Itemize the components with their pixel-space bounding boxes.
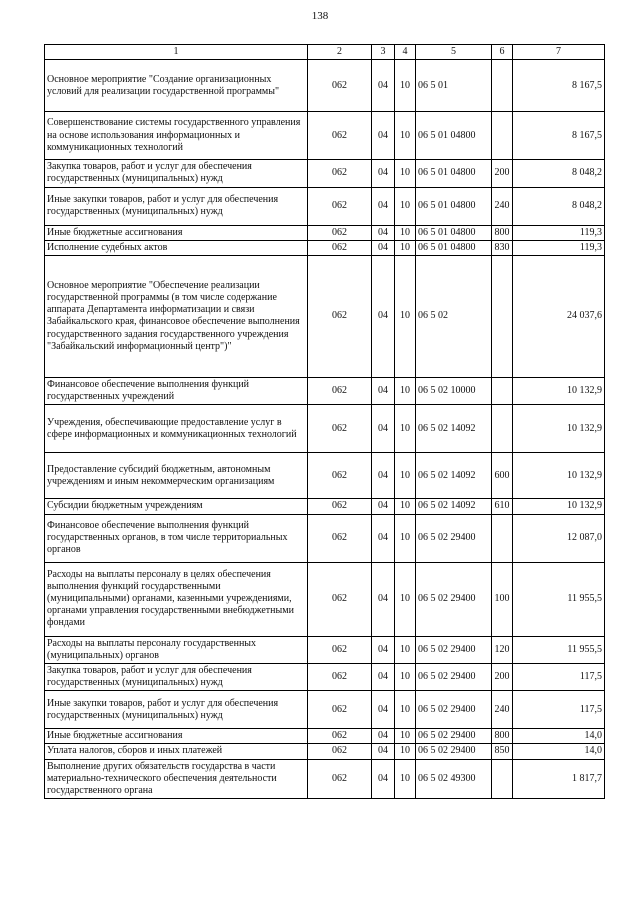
row-target-article: 06 5 02 xyxy=(416,255,492,377)
row-section-code: 04 xyxy=(372,112,395,160)
row-grbs-code: 062 xyxy=(308,405,372,453)
row-amount: 117,5 xyxy=(513,691,605,729)
row-name: Финансовое обеспечение выполнения функций государственных органов, в том числе территориальных органов xyxy=(45,514,308,562)
row-amount: 11 955,5 xyxy=(513,636,605,663)
row-grbs-code: 062 xyxy=(308,453,372,499)
row-section-code: 04 xyxy=(372,405,395,453)
row-grbs-code: 062 xyxy=(308,225,372,240)
row-target-article: 06 5 02 49300 xyxy=(416,759,492,799)
row-amount: 12 087,0 xyxy=(513,514,605,562)
table-row xyxy=(45,112,605,160)
row-section-code: 04 xyxy=(372,377,395,404)
row-grbs-code: 062 xyxy=(308,691,372,729)
row-grbs-code: 062 xyxy=(308,112,372,160)
row-grbs-code: 062 xyxy=(308,744,372,759)
row-subsection-code: 10 xyxy=(395,240,416,255)
table-row xyxy=(45,377,605,404)
row-expense-type xyxy=(492,255,513,377)
row-expense-type: 240 xyxy=(492,691,513,729)
row-name: Иные закупки товаров, работ и услуг для обеспечения государственных (муниципальных) нужд xyxy=(45,691,308,729)
row-amount: 10 132,9 xyxy=(513,377,605,404)
row-section-code: 04 xyxy=(372,691,395,729)
row-grbs-code: 062 xyxy=(308,499,372,514)
row-amount: 117,5 xyxy=(513,663,605,690)
row-grbs-code: 062 xyxy=(308,255,372,377)
row-target-article: 06 5 01 04800 xyxy=(416,225,492,240)
row-amount: 8 048,2 xyxy=(513,160,605,187)
row-expense-type: 850 xyxy=(492,744,513,759)
row-expense-type: 800 xyxy=(492,225,513,240)
row-subsection-code: 10 xyxy=(395,729,416,744)
row-grbs-code: 062 xyxy=(308,377,372,404)
row-expense-type xyxy=(492,112,513,160)
row-name: Основное мероприятие "Обеспечение реализации государственной программы (в том числе содержание аппарата Департамента информатизации и связи Забайкальского края, финансовое обеспечение выполнения государственного задания государственного учреждения "Забайкальский информационный центр")" xyxy=(45,255,308,377)
row-target-article: 06 5 02 14092 xyxy=(416,405,492,453)
column-header-target-article: 5 xyxy=(416,45,492,60)
row-target-article: 06 5 01 xyxy=(416,60,492,112)
row-grbs-code: 062 xyxy=(308,187,372,225)
row-target-article: 06 5 01 04800 xyxy=(416,112,492,160)
row-grbs-code: 062 xyxy=(308,636,372,663)
row-grbs-code: 062 xyxy=(308,663,372,690)
table-row xyxy=(45,691,605,729)
row-section-code: 04 xyxy=(372,759,395,799)
row-target-article: 06 5 02 29400 xyxy=(416,562,492,636)
row-subsection-code: 10 xyxy=(395,514,416,562)
row-name: Предоставление субсидий бюджетным, автономным учреждениям и иным некоммерческим организациям xyxy=(45,453,308,499)
row-expense-type xyxy=(492,514,513,562)
table-row xyxy=(45,225,605,240)
row-target-article: 06 5 02 29400 xyxy=(416,663,492,690)
table-row xyxy=(45,744,605,759)
row-subsection-code: 10 xyxy=(395,759,416,799)
table-row xyxy=(45,160,605,187)
row-subsection-code: 10 xyxy=(395,744,416,759)
row-name: Субсидии бюджетным учреждениям xyxy=(45,499,308,514)
row-amount: 14,0 xyxy=(513,744,605,759)
row-target-article: 06 5 02 14092 xyxy=(416,453,492,499)
row-grbs-code: 062 xyxy=(308,514,372,562)
row-target-article: 06 5 02 14092 xyxy=(416,499,492,514)
row-expense-type xyxy=(492,377,513,404)
row-expense-type xyxy=(492,60,513,112)
table-row xyxy=(45,499,605,514)
table-row xyxy=(45,663,605,690)
row-grbs-code: 062 xyxy=(308,60,372,112)
table-row xyxy=(45,514,605,562)
row-amount: 119,3 xyxy=(513,225,605,240)
row-subsection-code: 10 xyxy=(395,691,416,729)
row-amount: 14,0 xyxy=(513,729,605,744)
row-subsection-code: 10 xyxy=(395,255,416,377)
row-grbs-code: 062 xyxy=(308,562,372,636)
row-name: Совершенствование системы государственного управления на основе использования информационных и коммуникационных технологий xyxy=(45,112,308,160)
column-header-grbs: 2 xyxy=(308,45,372,60)
budget-table xyxy=(44,44,605,799)
row-section-code: 04 xyxy=(372,60,395,112)
column-header-subsection: 4 xyxy=(395,45,416,60)
column-header-name: 1 xyxy=(45,45,308,60)
row-target-article: 06 5 02 29400 xyxy=(416,729,492,744)
row-section-code: 04 xyxy=(372,729,395,744)
row-subsection-code: 10 xyxy=(395,562,416,636)
row-subsection-code: 10 xyxy=(395,60,416,112)
row-name: Расходы на выплаты персоналу в целях обеспечения выполнения функций государственными (муниципальными) органами, казенными учреждениями, органами управления государственными внебюджетными фондами xyxy=(45,562,308,636)
row-amount: 10 132,9 xyxy=(513,499,605,514)
row-name: Исполнение судебных актов xyxy=(45,240,308,255)
row-section-code: 04 xyxy=(372,240,395,255)
row-subsection-code: 10 xyxy=(395,377,416,404)
row-name: Закупка товаров, работ и услуг для обеспечения государственных (муниципальных) нужд xyxy=(45,663,308,690)
row-expense-type: 200 xyxy=(492,663,513,690)
row-subsection-code: 10 xyxy=(395,453,416,499)
row-subsection-code: 10 xyxy=(395,112,416,160)
column-header-expense-type: 6 xyxy=(492,45,513,60)
row-section-code: 04 xyxy=(372,514,395,562)
row-subsection-code: 10 xyxy=(395,663,416,690)
row-target-article: 06 5 02 29400 xyxy=(416,691,492,729)
row-amount: 8 048,2 xyxy=(513,187,605,225)
row-amount: 10 132,9 xyxy=(513,405,605,453)
row-target-article: 06 5 01 04800 xyxy=(416,240,492,255)
row-expense-type: 200 xyxy=(492,160,513,187)
row-expense-type: 600 xyxy=(492,453,513,499)
table-header-row xyxy=(45,45,605,60)
row-expense-type: 100 xyxy=(492,562,513,636)
row-section-code: 04 xyxy=(372,744,395,759)
table-row xyxy=(45,759,605,799)
row-section-code: 04 xyxy=(372,636,395,663)
row-subsection-code: 10 xyxy=(395,405,416,453)
row-amount: 24 037,6 xyxy=(513,255,605,377)
column-header-section: 3 xyxy=(372,45,395,60)
row-expense-type xyxy=(492,405,513,453)
table-row xyxy=(45,240,605,255)
row-section-code: 04 xyxy=(372,562,395,636)
page-number: 138 xyxy=(311,10,329,22)
row-section-code: 04 xyxy=(372,160,395,187)
row-subsection-code: 10 xyxy=(395,160,416,187)
table-row xyxy=(45,636,605,663)
row-target-article: 06 5 01 04800 xyxy=(416,160,492,187)
row-section-code: 04 xyxy=(372,225,395,240)
row-name: Выполнение других обязательств государства в части материально-технического обеспечения деятельности государственного органа xyxy=(45,759,308,799)
row-expense-type: 610 xyxy=(492,499,513,514)
row-expense-type xyxy=(492,759,513,799)
row-target-article: 06 5 02 10000 xyxy=(416,377,492,404)
row-grbs-code: 062 xyxy=(308,729,372,744)
row-name: Расходы на выплаты персоналу государственных (муниципальных) органов xyxy=(45,636,308,663)
row-grbs-code: 062 xyxy=(308,759,372,799)
row-expense-type: 120 xyxy=(492,636,513,663)
column-header-amount: 7 xyxy=(513,45,605,60)
row-grbs-code: 062 xyxy=(308,160,372,187)
row-section-code: 04 xyxy=(372,255,395,377)
table-row xyxy=(45,187,605,225)
row-section-code: 04 xyxy=(372,663,395,690)
row-expense-type: 830 xyxy=(492,240,513,255)
table-row xyxy=(45,405,605,453)
row-subsection-code: 10 xyxy=(395,225,416,240)
row-target-article: 06 5 02 29400 xyxy=(416,514,492,562)
table-row xyxy=(45,60,605,112)
row-grbs-code: 062 xyxy=(308,240,372,255)
row-amount: 8 167,5 xyxy=(513,112,605,160)
row-section-code: 04 xyxy=(372,187,395,225)
row-amount: 8 167,5 xyxy=(513,60,605,112)
row-name: Иные бюджетные ассигнования xyxy=(45,729,308,744)
row-name: Иные закупки товаров, работ и услуг для обеспечения государственных (муниципальных) нужд xyxy=(45,187,308,225)
row-amount: 11 955,5 xyxy=(513,562,605,636)
row-amount: 119,3 xyxy=(513,240,605,255)
row-section-code: 04 xyxy=(372,499,395,514)
row-subsection-code: 10 xyxy=(395,187,416,225)
row-name: Финансовое обеспечение выполнения функций государственных учреждений xyxy=(45,377,308,404)
row-target-article: 06 5 02 29400 xyxy=(416,636,492,663)
table-row xyxy=(45,562,605,636)
row-expense-type: 240 xyxy=(492,187,513,225)
row-expense-type: 800 xyxy=(492,729,513,744)
row-name: Основное мероприятие "Создание организационных условий для реализации государственной программы" xyxy=(45,60,308,112)
row-name: Уплата налогов, сборов и иных платежей xyxy=(45,744,308,759)
table-row xyxy=(45,729,605,744)
row-target-article: 06 5 02 29400 xyxy=(416,744,492,759)
row-section-code: 04 xyxy=(372,453,395,499)
row-subsection-code: 10 xyxy=(395,499,416,514)
row-target-article: 06 5 01 04800 xyxy=(416,187,492,225)
row-subsection-code: 10 xyxy=(395,636,416,663)
table-row xyxy=(45,255,605,377)
row-name: Иные бюджетные ассигнования xyxy=(45,225,308,240)
row-amount: 10 132,9 xyxy=(513,453,605,499)
row-name: Учреждения, обеспечивающие предоставление услуг в сфере информационных и коммуникационных технологий xyxy=(45,405,308,453)
row-name: Закупка товаров, работ и услуг для обеспечения государственных (муниципальных) нужд xyxy=(45,160,308,187)
row-amount: 1 817,7 xyxy=(513,759,605,799)
table-row xyxy=(45,453,605,499)
